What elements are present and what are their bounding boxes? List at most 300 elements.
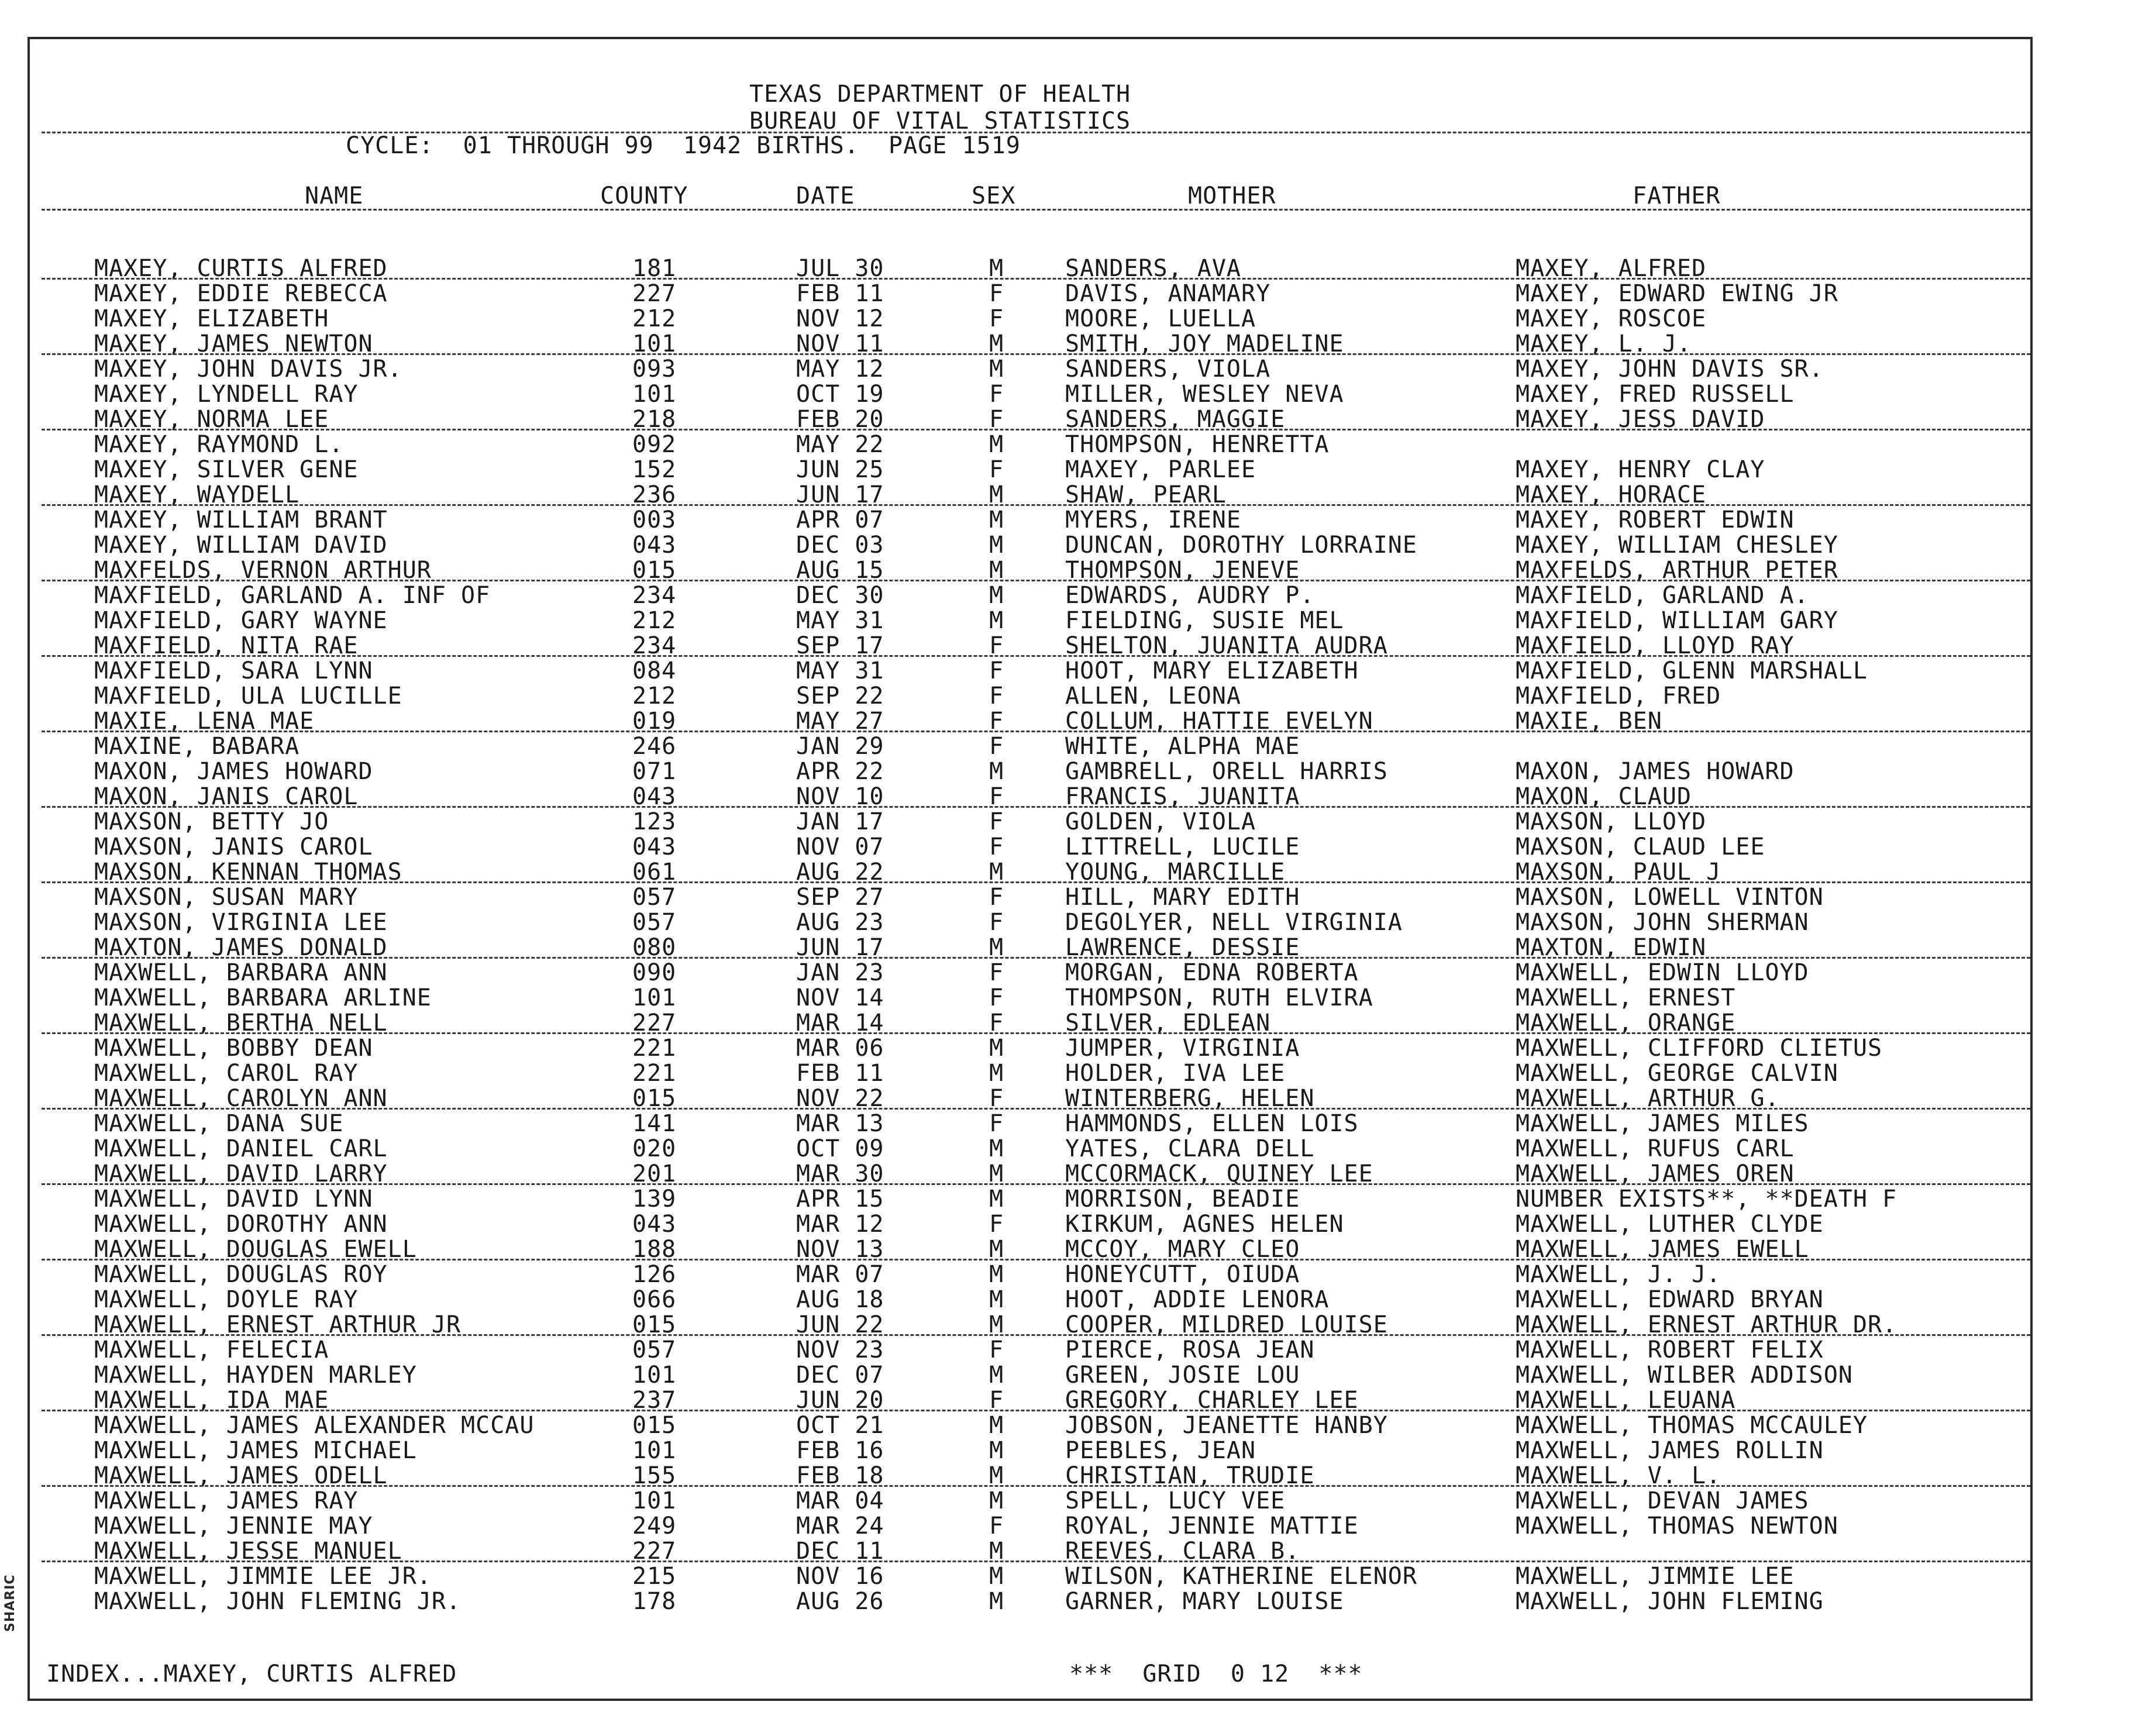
cell-county: 043	[632, 532, 677, 559]
row-rule	[42, 353, 2030, 355]
table-row	[30, 1463, 2035, 1487]
cell-name: MAXWELL, CAROL RAY	[94, 1060, 359, 1087]
cell-county: 057	[632, 1337, 677, 1363]
table-row	[30, 306, 2035, 330]
cell-date: NOV 07	[796, 833, 884, 860]
cell-mother: SHAW, PEARL	[1065, 481, 1227, 508]
cell-sex: M	[989, 1462, 1004, 1489]
cell-date: OCT 21	[796, 1412, 884, 1439]
cell-county: 237	[632, 1387, 677, 1414]
cell-date: MAY 31	[796, 657, 884, 684]
table-row	[30, 708, 2035, 733]
cell-father: MAXSON, PAUL J	[1516, 859, 1721, 886]
cell-father: MAXIE, BEN	[1516, 708, 1662, 735]
table-row	[30, 1438, 2035, 1462]
cell-date: MAR 07	[796, 1261, 884, 1288]
cell-date: MAY 27	[796, 708, 884, 735]
table-row	[30, 407, 2035, 431]
row-rule	[42, 1334, 2030, 1336]
cell-father: MAXFIELD, GLENN MARSHALL	[1516, 657, 1868, 684]
cell-date: FEB 20	[796, 406, 884, 433]
cell-county: 090	[632, 959, 677, 986]
table-row	[30, 1262, 2035, 1286]
cell-sex: M	[989, 1538, 1004, 1565]
cell-county: 246	[632, 733, 677, 760]
cell-date: NOV 11	[796, 330, 884, 357]
table-row	[30, 1086, 2035, 1110]
cell-mother: THOMPSON, HENRETTA	[1065, 431, 1330, 458]
cell-date: DEC 03	[796, 532, 884, 559]
cell-mother: THOMPSON, JENEVE	[1065, 557, 1300, 584]
cell-sex: M	[989, 431, 1004, 458]
cell-county: 093	[632, 356, 677, 383]
cell-county: 057	[632, 909, 677, 936]
table-row	[30, 859, 2035, 884]
cell-father: MAXEY, L. J.	[1516, 330, 1692, 357]
cell-mother: MORGAN, EDNA ROBERTA	[1065, 959, 1359, 986]
cell-father: MAXFIELD, GARLAND A.	[1516, 582, 1809, 609]
cell-mother: COOPER, MILDRED LOUISE	[1065, 1311, 1388, 1338]
cell-sex: M	[989, 1311, 1004, 1338]
cell-sex: M	[989, 356, 1004, 383]
cell-date: DEC 11	[796, 1538, 884, 1565]
cell-county: 227	[632, 280, 677, 307]
cell-date: NOV 10	[796, 783, 884, 810]
cell-date: JAN 17	[796, 808, 884, 835]
cell-sex: F	[989, 884, 1004, 911]
agency-title: TEXAS DEPARTMENT OF HEALTH	[749, 81, 1131, 108]
cell-date: MAR 04	[796, 1487, 884, 1514]
cell-name: MAXWELL, ERNEST ARTHUR JR	[94, 1311, 462, 1338]
table-row	[30, 784, 2035, 808]
cell-name: MAXWELL, BERTHA NELL	[94, 1010, 388, 1036]
cell-mother: HAMMONDS, ELLEN LOIS	[1065, 1110, 1359, 1137]
cell-sex: F	[989, 909, 1004, 936]
cell-sex: M	[989, 1286, 1004, 1313]
cell-county: 123	[632, 808, 677, 835]
cell-name: MAXFIELD, NITA RAE	[94, 632, 359, 659]
cell-mother: FIELDING, SUSIE MEL	[1065, 607, 1344, 634]
cell-father: MAXEY, HENRY CLAY	[1516, 456, 1765, 483]
cell-date: SEP 22	[796, 683, 884, 709]
cell-date: NOV 16	[796, 1563, 884, 1590]
cell-sex: M	[989, 607, 1004, 634]
cell-county: 101	[632, 381, 677, 408]
bureau-title: BUREAU OF VITAL STATISTICS	[749, 108, 1131, 135]
cell-name: MAXWELL, DOYLE RAY	[94, 1286, 359, 1313]
table-row	[30, 1337, 2035, 1362]
cell-county: 084	[632, 657, 677, 684]
cell-county: 015	[632, 1311, 677, 1338]
cell-father: MAXWELL, JOHN FLEMING	[1516, 1588, 1824, 1615]
cell-name: MAXIE, LENA MAE	[94, 708, 315, 735]
cell-father: MAXEY, WILLIAM CHESLEY	[1516, 532, 1838, 559]
cell-sex: F	[989, 632, 1004, 659]
cell-mother: MYERS, IRENE	[1065, 507, 1241, 533]
cell-date: JAN 29	[796, 733, 884, 760]
cell-county: 201	[632, 1160, 677, 1187]
cell-county: 101	[632, 1487, 677, 1514]
cell-county: 092	[632, 431, 677, 458]
cell-county: 126	[632, 1261, 677, 1288]
cell-date: AUG 23	[796, 909, 884, 936]
table-row	[30, 910, 2035, 934]
header-rule	[42, 132, 2030, 133]
cell-county: 080	[632, 934, 677, 961]
cell-sex: M	[989, 1563, 1004, 1590]
cell-sex: F	[989, 657, 1004, 684]
cell-father: MAXON, JAMES HOWARD	[1516, 758, 1795, 785]
cell-name: MAXWELL, JIMMIE LEE JR.	[94, 1563, 432, 1590]
cell-date: APR 22	[796, 758, 884, 785]
column-header-father: FATHER	[1633, 182, 1721, 209]
table-row	[30, 759, 2035, 783]
cell-name: MAXEY, SILVER GENE	[94, 456, 359, 483]
side-stamp: SHARIC	[3, 1574, 18, 1632]
cell-name: MAXWELL, FELECIA	[94, 1337, 329, 1363]
cell-county: 249	[632, 1513, 677, 1539]
cell-mother: SPELL, LUCY VEE	[1065, 1487, 1286, 1514]
cell-sex: F	[989, 456, 1004, 483]
cell-father: MAXWELL, THOMAS MCCAULEY	[1516, 1412, 1868, 1439]
cell-mother: SMITH, JOY MADELINE	[1065, 330, 1344, 357]
cell-father: MAXSON, LLOYD	[1516, 808, 1707, 835]
cell-name: MAXWELL, IDA MAE	[94, 1387, 329, 1414]
register-sheet	[27, 37, 2033, 1701]
cell-father: MAXEY, FRED RUSSELL	[1516, 381, 1795, 408]
table-row	[30, 356, 2035, 381]
cell-county: 181	[632, 255, 677, 282]
cell-name: MAXWELL, JAMES MICHAEL	[94, 1437, 417, 1464]
cell-mother: LITTRELL, LUCILE	[1065, 833, 1300, 860]
cell-name: MAXFIELD, ULA LUCILLE	[94, 683, 402, 709]
table-row	[30, 532, 2035, 557]
cell-date: SEP 27	[796, 884, 884, 911]
cell-county: 212	[632, 683, 677, 709]
cell-father: MAXWELL, ARTHUR G.	[1516, 1085, 1780, 1112]
cell-name: MAXWELL, DOUGLAS ROY	[94, 1261, 388, 1288]
cell-name: MAXSON, BETTY JO	[94, 808, 329, 835]
column-header-date: DATE	[796, 182, 855, 209]
cell-county: 227	[632, 1538, 677, 1565]
table-row	[30, 935, 2035, 959]
column-header-name: NAME	[305, 182, 364, 209]
cell-mother: MCCORMACK, QUINEY LEE	[1065, 1160, 1373, 1187]
table-row	[30, 1236, 2035, 1261]
cell-name: MAXEY, NORMA LEE	[94, 406, 329, 433]
cell-mother: ROYAL, JENNIE MATTIE	[1065, 1513, 1359, 1539]
cell-sex: F	[989, 406, 1004, 433]
cell-date: AUG 18	[796, 1286, 884, 1313]
cell-date: MAR 13	[796, 1110, 884, 1137]
cell-sex: F	[989, 305, 1004, 332]
cell-sex: M	[989, 1135, 1004, 1162]
cell-name: MAXEY, JOHN DAVIS JR.	[94, 356, 402, 383]
cell-date: FEB 11	[796, 280, 884, 307]
cell-mother: LAWRENCE, DESSIE	[1065, 934, 1300, 961]
cell-name: MAXEY, WAYDELL	[94, 481, 300, 508]
table-row	[30, 482, 2035, 507]
cell-county: 212	[632, 305, 677, 332]
cell-father: MAXEY, EDWARD EWING JR	[1516, 280, 1838, 307]
cell-sex: F	[989, 783, 1004, 810]
table-row	[30, 1060, 2035, 1085]
row-rule	[42, 1485, 2030, 1487]
cell-county: 221	[632, 1035, 677, 1062]
table-row	[30, 1513, 2035, 1538]
table-row	[30, 633, 2035, 657]
cell-county: 234	[632, 582, 677, 609]
table-row	[30, 608, 2035, 632]
cell-father: MAXFIELD, WILLIAM GARY	[1516, 607, 1838, 634]
table-row	[30, 1161, 2035, 1186]
table-row	[30, 1589, 2035, 1613]
cell-sex: M	[989, 1236, 1004, 1263]
cell-mother: PIERCE, ROSA JEAN	[1065, 1337, 1315, 1363]
cell-date: JUN 17	[796, 481, 884, 508]
cell-date: MAR 06	[796, 1035, 884, 1062]
cell-mother: HOOT, MARY ELIZABETH	[1065, 657, 1359, 684]
cell-mother: HONEYCUTT, OIUDA	[1065, 1261, 1300, 1288]
cell-sex: F	[989, 984, 1004, 1011]
cell-name: MAXTON, JAMES DONALD	[94, 934, 388, 961]
row-rule	[42, 1032, 2030, 1034]
table-row	[30, 809, 2035, 833]
cell-sex: M	[989, 758, 1004, 785]
cell-county: 101	[632, 1437, 677, 1464]
cell-name: MAXSON, VIRGINIA LEE	[94, 909, 388, 936]
cell-sex: M	[989, 1160, 1004, 1187]
cell-father: MAXWELL, GEORGE CALVIN	[1516, 1060, 1838, 1087]
cell-sex: M	[989, 1487, 1004, 1514]
cell-county: 015	[632, 1412, 677, 1439]
cell-date: JUN 22	[796, 1311, 884, 1338]
cell-mother: MCCOY, MARY CLEO	[1065, 1236, 1300, 1263]
cell-county: 015	[632, 557, 677, 584]
cell-county: 043	[632, 833, 677, 860]
cell-date: MAY 22	[796, 431, 884, 458]
cell-date: DEC 30	[796, 582, 884, 609]
cell-county: 141	[632, 1110, 677, 1137]
cell-father: MAXWELL, JAMES MILES	[1516, 1110, 1809, 1137]
cell-mother: HOLDER, IVA LEE	[1065, 1060, 1286, 1087]
cell-name: MAXWELL, JAMES ALEXANDER MCCAU	[94, 1412, 535, 1439]
table-row	[30, 1563, 2035, 1588]
cell-sex: M	[989, 934, 1004, 961]
table-row	[30, 1413, 2035, 1437]
cell-name: MAXWELL, DOUGLAS EWELL	[94, 1236, 417, 1263]
cell-county: 066	[632, 1286, 677, 1313]
cell-sex: F	[989, 1337, 1004, 1363]
cell-mother: HILL, MARY EDITH	[1065, 884, 1300, 911]
cell-sex: F	[989, 1211, 1004, 1238]
cell-name: MAXEY, RAYMOND L.	[94, 431, 344, 458]
cell-date: SEP 17	[796, 632, 884, 659]
table-row	[30, 834, 2035, 859]
table-row	[30, 1111, 2035, 1135]
cell-date: AUG 22	[796, 859, 884, 886]
cell-father: MAXWELL, WILBER ADDISON	[1516, 1362, 1853, 1389]
cell-mother: DUNCAN, DOROTHY LORRAINE	[1065, 532, 1417, 559]
table-row	[30, 1186, 2035, 1211]
cell-mother: DEGOLYER, NELL VIRGINIA	[1065, 909, 1403, 936]
cell-father: MAXWELL, JAMES OREN	[1516, 1160, 1795, 1187]
cell-name: MAXEY, CURTIS ALFRED	[94, 255, 388, 282]
cell-name: MAXWELL, BARBARA ANN	[94, 959, 388, 986]
cell-sex: F	[989, 1110, 1004, 1137]
cell-mother: COLLUM, HATTIE EVELYN	[1065, 708, 1373, 735]
cell-mother: CHRISTIAN, TRUDIE	[1065, 1462, 1315, 1489]
cell-sex: M	[989, 1588, 1004, 1615]
cell-date: OCT 09	[796, 1135, 884, 1162]
cell-date: AUG 26	[796, 1588, 884, 1615]
cell-father: MAXWELL, J. J.	[1516, 1261, 1721, 1288]
cell-name: MAXWELL, JAMES ODELL	[94, 1462, 388, 1489]
table-row	[30, 281, 2035, 305]
row-rule	[42, 429, 2030, 430]
column-header-sex: SEX	[972, 182, 1016, 209]
cell-county: 003	[632, 507, 677, 533]
cell-father: MAXWELL, ROBERT FELIX	[1516, 1337, 1824, 1363]
cell-county: 043	[632, 783, 677, 810]
cell-name: MAXFIELD, GARLAND A. INF OF	[94, 582, 491, 609]
cell-date: MAY 12	[796, 356, 884, 383]
cell-county: 061	[632, 859, 677, 886]
table-row	[30, 1362, 2035, 1387]
cell-mother: YOUNG, MARCILLE	[1065, 859, 1286, 886]
cell-father: MAXWELL, ERNEST ARTHUR DR.	[1516, 1311, 1898, 1338]
cell-name: MAXWELL, DAVID LARRY	[94, 1160, 388, 1187]
cell-father: NUMBER EXISTS**, **DEATH F	[1516, 1186, 1898, 1213]
row-rule	[42, 1561, 2030, 1562]
cell-date: MAR 24	[796, 1513, 884, 1539]
cell-mother: GARNER, MARY LOUISE	[1065, 1588, 1344, 1615]
cell-sex: M	[989, 1437, 1004, 1464]
cell-name: MAXWELL, BARBARA ARLINE	[94, 984, 432, 1011]
cell-date: FEB 11	[796, 1060, 884, 1087]
table-row	[30, 1211, 2035, 1236]
cell-name: MAXEY, JAMES NEWTON	[94, 330, 373, 357]
cell-county: 020	[632, 1135, 677, 1162]
row-rule	[42, 1183, 2030, 1185]
cell-father: MAXWELL, EDWIN LLOYD	[1516, 959, 1809, 986]
cell-date: JUN 25	[796, 456, 884, 483]
cell-name: MAXFIELD, GARY WAYNE	[94, 607, 388, 634]
cell-date: JUL 30	[796, 255, 884, 282]
cell-sex: F	[989, 1387, 1004, 1414]
cell-county: 218	[632, 406, 677, 433]
table-row	[30, 1312, 2035, 1337]
cell-mother: MOORE, LUELLA	[1065, 305, 1256, 332]
table-row	[30, 1287, 2035, 1311]
cell-mother: REEVES, CLARA B.	[1065, 1538, 1300, 1565]
cell-sex: M	[989, 255, 1004, 282]
cell-sex: F	[989, 381, 1004, 408]
cell-name: MAXINE, BABARA	[94, 733, 300, 760]
cell-mother: PEEBLES, JEAN	[1065, 1437, 1256, 1464]
cell-father: MAXSON, JOHN SHERMAN	[1516, 909, 1809, 936]
table-row	[30, 557, 2035, 582]
cell-father: MAXEY, ROSCOE	[1516, 305, 1707, 332]
cell-mother: DAVIS, ANAMARY	[1065, 280, 1271, 307]
cell-father: MAXSON, CLAUD LEE	[1516, 833, 1765, 860]
cell-father: MAXWELL, ORANGE	[1516, 1010, 1736, 1036]
cell-father: MAXEY, HORACE	[1516, 481, 1707, 508]
cycle-line: CYCLE: 01 THROUGH 99 1942 BIRTHS. PAGE 1519	[346, 132, 1021, 159]
cell-county: 152	[632, 456, 677, 483]
cell-sex: M	[989, 507, 1004, 533]
cell-name: MAXWELL, DAVID LYNN	[94, 1186, 373, 1213]
cell-father: MAXWELL, ERNEST	[1516, 984, 1736, 1011]
cell-county: 227	[632, 1010, 677, 1036]
cell-mother: HOOT, ADDIE LENORA	[1065, 1286, 1330, 1313]
cell-name: MAXSON, JANIS CAROL	[94, 833, 373, 860]
cell-father: MAXSON, LOWELL VINTON	[1516, 884, 1824, 911]
cell-name: MAXON, JAMES HOWARD	[94, 758, 373, 785]
column-header-rule	[42, 209, 2030, 211]
table-row	[30, 683, 2035, 708]
cell-mother: ALLEN, LEONA	[1065, 683, 1241, 709]
cell-sex: F	[989, 808, 1004, 835]
cell-sex: M	[989, 1060, 1004, 1087]
table-row	[30, 432, 2035, 456]
cell-mother: SHELTON, JUANITA AUDRA	[1065, 632, 1388, 659]
cell-father: MAXWELL, THOMAS NEWTON	[1516, 1513, 1838, 1539]
cell-name: MAXWELL, BOBBY DEAN	[94, 1035, 373, 1062]
row-rule	[42, 957, 2030, 959]
cell-name: MAXWELL, DANIEL CARL	[94, 1135, 388, 1162]
cell-mother: EDWARDS, AUDRY P.	[1065, 582, 1315, 609]
cell-mother: MORRISON, BEADIE	[1065, 1186, 1300, 1213]
cell-county: 215	[632, 1563, 677, 1590]
row-rule	[42, 806, 2030, 808]
cell-father: MAXWELL, DEVAN JAMES	[1516, 1487, 1809, 1514]
cell-father: MAXWELL, JAMES ROLLIN	[1516, 1437, 1824, 1464]
cell-date: JUN 17	[796, 934, 884, 961]
cell-father: MAXWELL, JAMES EWELL	[1516, 1236, 1809, 1263]
cell-father: MAXWELL, LUTHER CLYDE	[1516, 1211, 1824, 1238]
cell-sex: F	[989, 280, 1004, 307]
row-rule	[42, 1108, 2030, 1110]
cell-date: APR 07	[796, 507, 884, 533]
cell-sex: M	[989, 1261, 1004, 1288]
cell-name: MAXEY, WILLIAM BRANT	[94, 507, 388, 533]
cell-date: NOV 22	[796, 1085, 884, 1112]
cell-father: MAXWELL, EDWARD BRYAN	[1516, 1286, 1824, 1313]
table-row	[30, 733, 2035, 758]
cell-mother: JOBSON, JEANETTE HANBY	[1065, 1412, 1388, 1439]
cell-sex: F	[989, 708, 1004, 735]
cell-county: 188	[632, 1236, 677, 1263]
cell-mother: GREEN, JOSIE LOU	[1065, 1362, 1300, 1389]
cell-county: 071	[632, 758, 677, 785]
cell-mother: FRANCIS, JUANITA	[1065, 783, 1300, 810]
row-rule	[42, 655, 2030, 657]
cell-date: OCT 19	[796, 381, 884, 408]
cell-sex: F	[989, 683, 1004, 709]
table-row	[30, 960, 2035, 984]
table-row	[30, 1488, 2035, 1513]
table-row	[30, 381, 2035, 406]
table-row	[30, 1010, 2035, 1035]
cell-county: 234	[632, 632, 677, 659]
cell-father: MAXWELL, RUFUS CARL	[1516, 1135, 1795, 1162]
cell-date: NOV 13	[796, 1236, 884, 1263]
cell-county: 019	[632, 708, 677, 735]
cell-county: 101	[632, 1362, 677, 1389]
cell-date: MAR 12	[796, 1211, 884, 1238]
row-rule	[42, 1259, 2030, 1260]
